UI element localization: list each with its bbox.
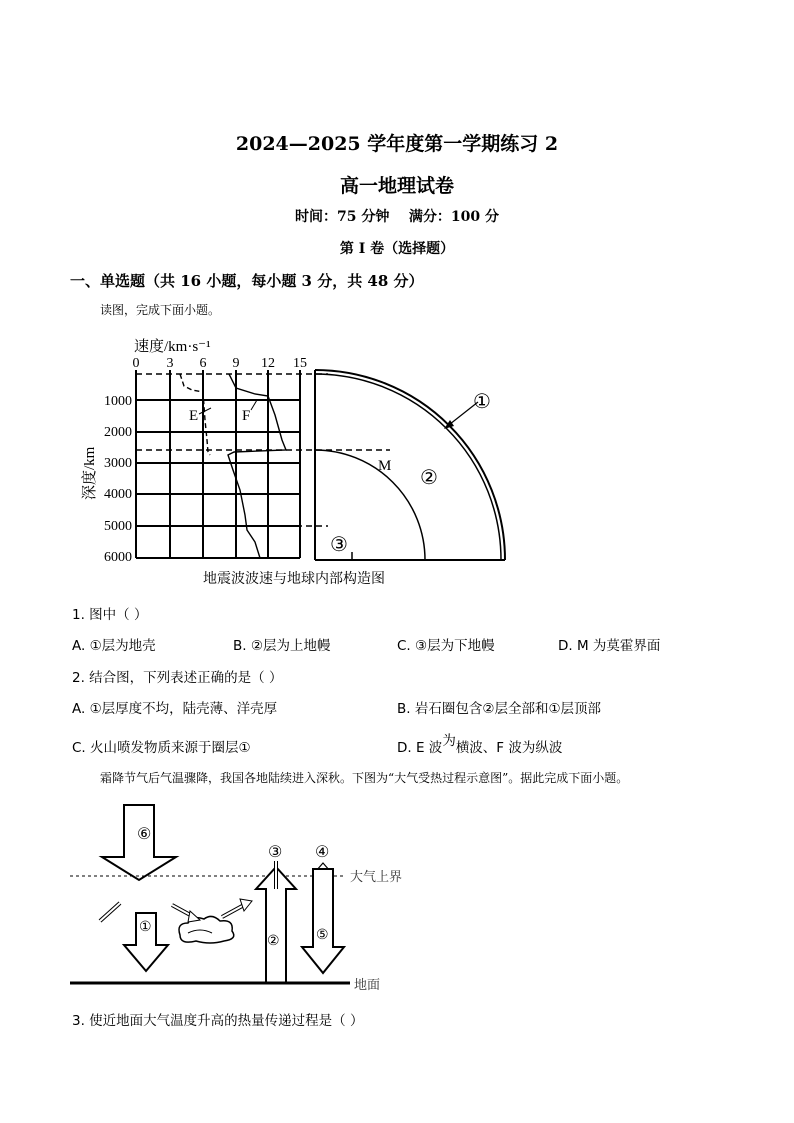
speed-axis-label: 速度/km·s⁻¹ (134, 339, 211, 355)
depth-ticks (104, 394, 132, 565)
speed-tick: 15 (293, 356, 307, 371)
depth-tick: 4000 (104, 487, 132, 502)
question-2-option-b[interactable]: B. 岩石圈包含②层全部和①层顶部 (397, 701, 602, 717)
depth-tick: 1000 (104, 394, 132, 409)
speed-tick: 9 (232, 356, 240, 371)
figure1-caption: 地震波波速与地球内部构造图 (203, 571, 385, 587)
speed-tick: 6 (199, 356, 207, 371)
curve-e-pointer (199, 408, 211, 414)
section-heading: 一、单选题（共 16 小题，每小题 3 分，共 48 分） (70, 272, 424, 290)
intro-text-1: 读图，完成下面小题。 (100, 303, 221, 317)
speed-tick: 12 (261, 356, 275, 371)
seismic-wave-figure (70, 330, 530, 590)
curve-f-pointer (251, 400, 257, 410)
m-boundary-label: M (378, 458, 392, 474)
intro-text-2: 霜降节气后气温骤降，我国各地陆续进入深秋。下图为“大气受热过程示意图”。据此完成下面小题。 (100, 771, 629, 785)
question-1-stem: 1. 图中（ ） (72, 607, 148, 623)
depth-tick: 2000 (104, 425, 132, 440)
depth-axis-label: 深度/km (82, 446, 98, 500)
speed-depth-grid (136, 370, 300, 558)
option-d-prefix: D. E 波 (397, 740, 443, 756)
reflected-ray-inner (100, 903, 120, 921)
cloud-icon (179, 916, 234, 943)
question-2-stem: 2. 结合图，下列表述正确的是（ ） (72, 670, 283, 686)
ground-label: 地面 (354, 978, 381, 993)
atmospheric-counter-radiation-arrow (302, 869, 344, 973)
speed-tick: 3 (166, 356, 174, 371)
question-2-option-c[interactable]: C. 火山喷发物质来源于圈层① (72, 740, 251, 756)
option-d-raised-char: 为 (442, 733, 456, 749)
layer1-label: ① (473, 391, 491, 413)
question-1-option-c[interactable]: C. ③层为下地幔 (397, 638, 495, 654)
curve-e-label: E (189, 408, 199, 424)
option-d-suffix: 横波、F 波为纵波 (455, 740, 563, 756)
volume-label: 第 I 卷（选择题） (339, 241, 455, 257)
arrow4-label: ④ (315, 844, 330, 861)
arrow1-label: ① (139, 920, 152, 935)
atmosphere-heating-figure (70, 795, 430, 995)
question-1-option-d[interactable]: D. M 为莫霍界面 (558, 638, 661, 654)
exam-subject: 高一地理试卷 (339, 175, 454, 197)
time-and-score: 时间：75 分钟 满分：100 分 (295, 209, 499, 225)
arrow2-label: ② (267, 934, 280, 949)
cloud-in-arrowhead (188, 911, 200, 922)
cloud-out-ray-inner (222, 905, 244, 917)
arrow3-label: ③ (268, 844, 283, 861)
depth-tick: 3000 (104, 456, 132, 471)
question-2-option-d[interactable] (397, 733, 563, 756)
arrow6-label: ⑥ (137, 826, 152, 843)
arrow5-label: ⑤ (316, 928, 329, 943)
depth-tick: 5000 (104, 519, 132, 534)
atmosphere-top-label: 大气上界 (350, 870, 403, 885)
depth-tick: 6000 (104, 550, 132, 565)
curve-f-label: F (242, 408, 251, 424)
exam-title: 2024—2025 学年度第一学期练习 2 (235, 133, 559, 155)
question-3-stem: 3. 使近地面大气温度升高的热量传递过程是（ ） (72, 1013, 364, 1029)
cloud-out-arrowhead (240, 899, 252, 911)
speed-ticks (133, 356, 308, 371)
speed-tick: 0 (132, 356, 140, 371)
question-1-option-b[interactable]: B. ②层为上地幔 (233, 638, 331, 654)
question-2-option-a[interactable]: A. ①层厚度不均，陆壳薄、洋壳厚 (72, 701, 278, 717)
question-1-option-a[interactable]: A. ①层为地壳 (72, 638, 156, 654)
layer2-label: ② (420, 467, 438, 489)
layer3-label: ③ (330, 534, 348, 556)
